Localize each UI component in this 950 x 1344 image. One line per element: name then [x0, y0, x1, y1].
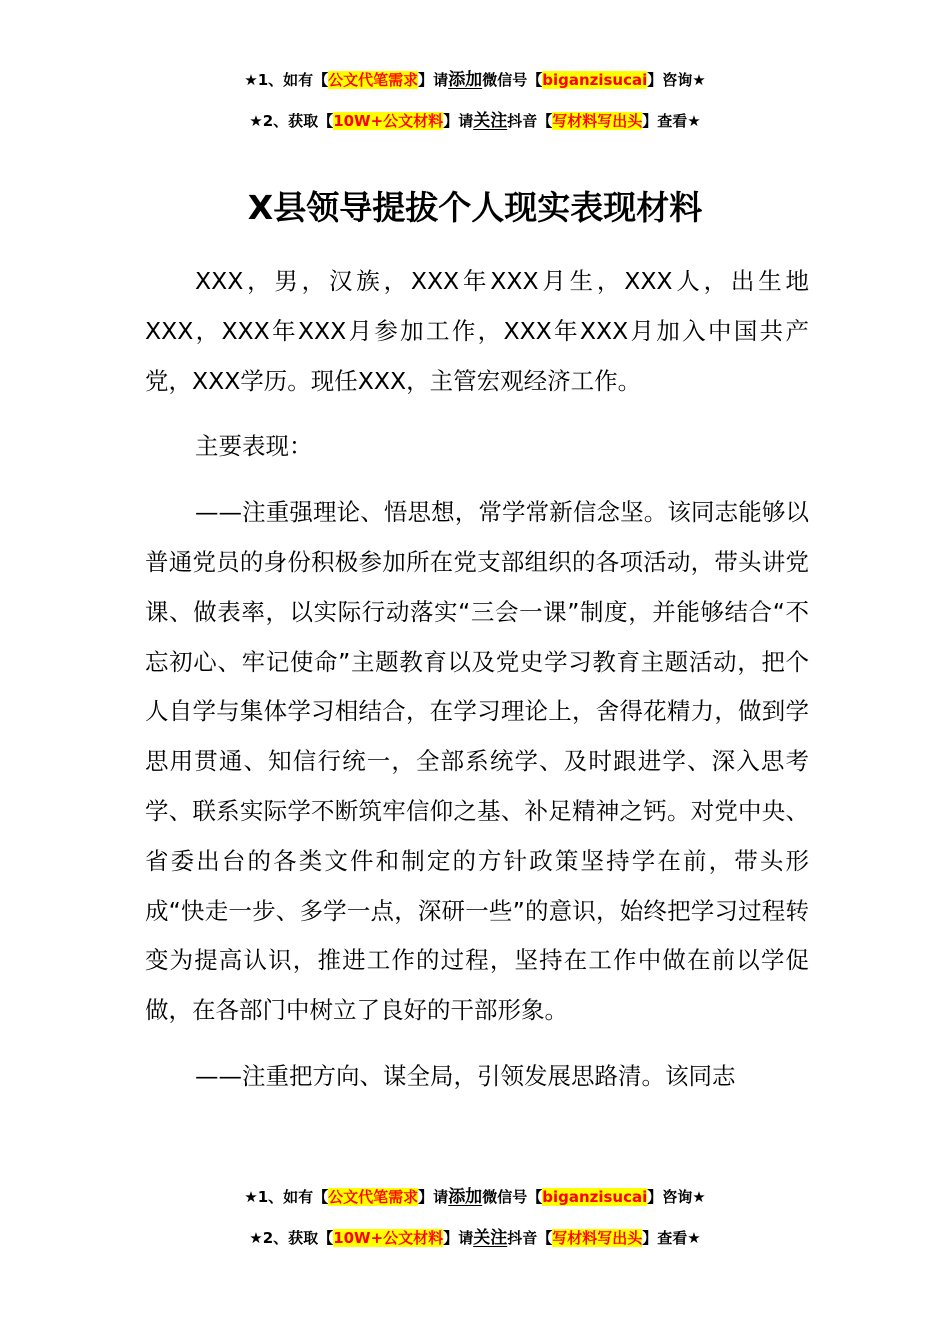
paragraph-heading: 主要表现：: [195, 432, 313, 461]
header-notice-1: [0, 70, 950, 90]
paragraph-performance-1: ——注重强理论、悟思想，常学常新信念坚。该同志能够以普通党员的身份积极参加所在党支部组织的各项活动，带头讲党课、做表率，以实际行动落实“三会一课”制度，并能够结合“不忘初心、牢记使命”主题教育以及党史学习教育主题活动，把个人自学与集体学习相结合，在学习理论上，舍得花精力，做到学思用贯通、知信行统一，全部系统学、及时跟进学、深入思考学、联系实际学不断筑牢信仰之基、补足精神之钙。对党中央、省委出台的各类文件和制定的方针政策坚持学在前，带头形成“快走一步、多学一点，深研一些”的意识，始终把学习过程转变为提高认识，推进工作的过程，坚持在工作中做在前以学促做，在各部门中树立了良好的干部形象。: [145, 498, 809, 1025]
notice-text: 】咨询★: [647, 71, 706, 89]
footer-notice-2: [0, 1228, 950, 1248]
notice-emphasis: 添加: [448, 70, 483, 90]
highlight-badge: 10W+公文材料: [333, 1229, 444, 1247]
notice-text: 微信号【: [482, 71, 543, 89]
notice-text: 】请: [443, 112, 474, 130]
paragraph-performance-2: ——注重把方向、谋全局，引领发展思路清。该同志: [195, 1061, 736, 1090]
highlight-badge: 公文代笔需求: [328, 71, 419, 89]
wechat-id-badge: biganzisucai: [542, 1188, 648, 1206]
footer-notice-1: [0, 1187, 950, 1207]
notice-emphasis: 关注: [473, 1228, 508, 1248]
notice-text: ★2、获取【: [249, 112, 334, 130]
paragraph-personal-info: XXX，男，汉族，XXX年XXX月生，XXX人，出生地XXX，XXX年XXX月参加工作，XXX年XXX月加入中国共产党，XXX学历。现任XXX，主管宏观经济工作。: [145, 267, 809, 395]
notice-text: ★1、如有【: [244, 71, 329, 89]
notice-text: 】请: [443, 1229, 474, 1247]
notice-text: 抖音【: [507, 112, 553, 130]
header-notice-2: [0, 111, 950, 131]
wechat-id-badge: biganzisucai: [542, 71, 648, 89]
douyin-id-badge: 写材料写出头: [552, 112, 643, 130]
document-body: [145, 257, 809, 1102]
document-title: X县领导提拔个人现实表现材料: [247, 188, 703, 227]
notice-emphasis: 添加: [448, 1187, 483, 1207]
notice-text: 】请: [418, 71, 449, 89]
notice-emphasis: 关注: [473, 111, 508, 131]
notice-text: 】请: [418, 1188, 449, 1206]
notice-text: 】咨询★: [647, 1188, 706, 1206]
notice-text: 抖音【: [507, 1229, 553, 1247]
highlight-badge: 公文代笔需求: [328, 1188, 419, 1206]
notice-text: 】查看★: [642, 112, 701, 130]
douyin-id-badge: 写材料写出头: [552, 1229, 643, 1247]
notice-text: 微信号【: [482, 1188, 543, 1206]
notice-text: ★2、获取【: [249, 1229, 334, 1247]
notice-text: ★1、如有【: [244, 1188, 329, 1206]
notice-text: 】查看★: [642, 1229, 701, 1247]
highlight-badge: 10W+公文材料: [333, 112, 444, 130]
